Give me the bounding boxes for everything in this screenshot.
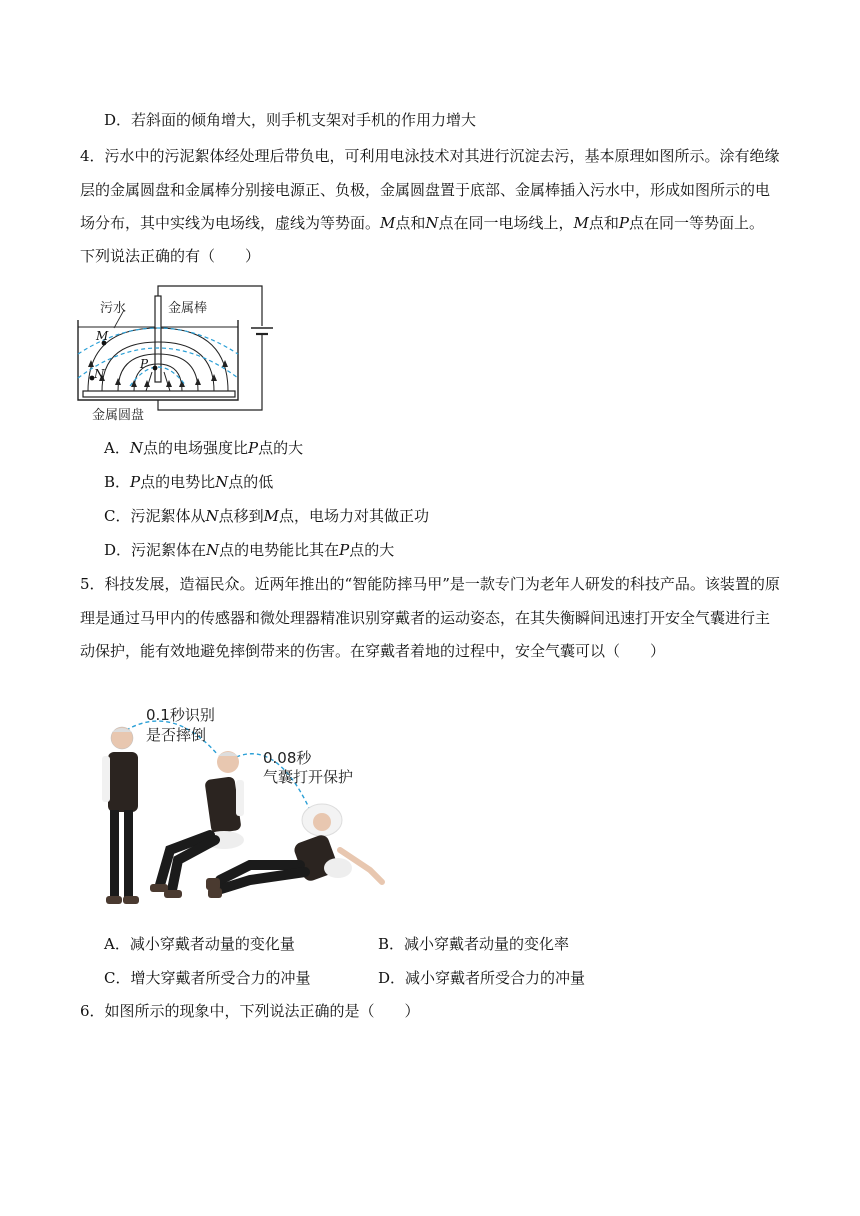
q5-stem-line2: 理是通过马甲内的传感器和微处理器精准识别穿戴者的运动姿态，在其失衡瞬间迅速打开安全气囊进行主 [80,609,771,627]
option-a-mid: 点的电场强度比 [142,439,248,457]
q4-stem-line3 [80,213,764,233]
label-m: M [96,329,109,343]
q4-option-b [104,472,273,492]
var-p: P [130,473,141,491]
electrophoresis-figure [70,282,280,426]
caption-airbag-line1: 0.08秒 [263,749,312,767]
label-water: 污水 [100,301,127,316]
var-p: P [247,439,259,457]
caption-recognize-line2: 是否摔倒 [146,726,207,744]
option-a-end: 点的大 [258,439,304,457]
option-c-mid: 点移到 [218,507,264,525]
label-rod: 金属棒 [168,301,208,316]
label-p: P [140,357,149,371]
var-m: M [573,214,589,232]
var-n: N [206,541,220,559]
q5-stem-line1: 5．科技发展，造福民众。近两年推出的“智能防摔马甲”是一款专门为老年人研发的科技产品。该装置的原 [80,575,780,593]
option-c-end: 点，电场力对其做正功 [278,507,429,525]
var-p: P [618,214,629,232]
option-d-mid: 点的电势能比其在 [219,541,340,559]
caption-airbag-line2: 气囊打开保护 [263,768,354,786]
option-a-prefix: A． [104,439,130,457]
q4-option-c [104,506,429,526]
q4-stem-line3-c: 点在同一电场线上， [438,214,574,232]
field-arrow [115,378,121,385]
metal-disk [83,391,235,397]
fall-protection-figure [100,700,390,920]
option-b-mid: 点的电势比 [140,473,216,491]
q4-stem-line3-a: 场分布，其中实线为电场线，虚线为等势面。 [80,214,381,232]
q5-option-c: C．增大穿戴者所受合力的冲量 [104,969,311,987]
q3-option-d: D．若斜面的倾角增大，则手机支架对手机的作用力增大 [104,111,477,129]
circuit-wire-bottom [158,334,262,410]
var-m: M [263,507,279,525]
var-p: P [339,541,350,559]
q4-stem-line3-e: 点在同一等势面上。 [629,214,765,232]
var-n: N [425,214,439,232]
q6-stem: 6．如图所示的现象中，下列说法正确的是（ ） [80,1002,420,1020]
q5-option-a: A．减小穿戴者动量的变化量 [104,935,295,953]
q4-option-d [104,540,394,560]
option-b-end: 点的低 [228,473,274,491]
q4-stem-line4: 下列说法正确的有（ ） [80,247,261,265]
var-n: N [205,507,219,525]
q4-stem-line1: 4．污水中的污泥絮体经处理后带负电，可利用电泳技术对其进行沉淀去污，基本原理如图所示。涂有绝缘 [80,147,780,165]
option-c-prefix: C．污泥絮体从 [104,507,206,525]
label-disk: 金属圆盘 [92,408,145,423]
q5-stem-line3: 动保护，能有效地避免摔倒带来的伤害。在穿戴者着地的过程中，安全气囊可以（ ） [80,642,666,660]
var-n: N [215,473,229,491]
q4-stem-line3-b: 点和 [395,214,426,232]
q5-option-b: B．减小穿戴者动量的变化率 [378,935,570,953]
option-d-end: 点的大 [349,541,395,559]
q4-stem-line2: 层的金属圆盘和金属棒分别接电源正、负极，金属圆盘置于底部、金属棒插入污水中，形成如图所示的电 [80,181,771,199]
point-p-dot [153,366,158,371]
label-n: N [94,367,105,381]
option-b-prefix: B． [104,473,131,491]
var-m: M [380,214,396,232]
q5-option-d: D．减小穿戴者所受合力的冲量 [378,969,586,987]
field-arrow [195,378,201,385]
q4-stem-line3-d: 点和 [588,214,619,232]
person-standing [102,727,139,904]
var-n: N [129,439,143,457]
q4-option-a [104,438,303,458]
option-d-prefix: D．污泥絮体在 [104,541,207,559]
caption-recognize-line1: 0.1秒识别 [146,706,215,724]
